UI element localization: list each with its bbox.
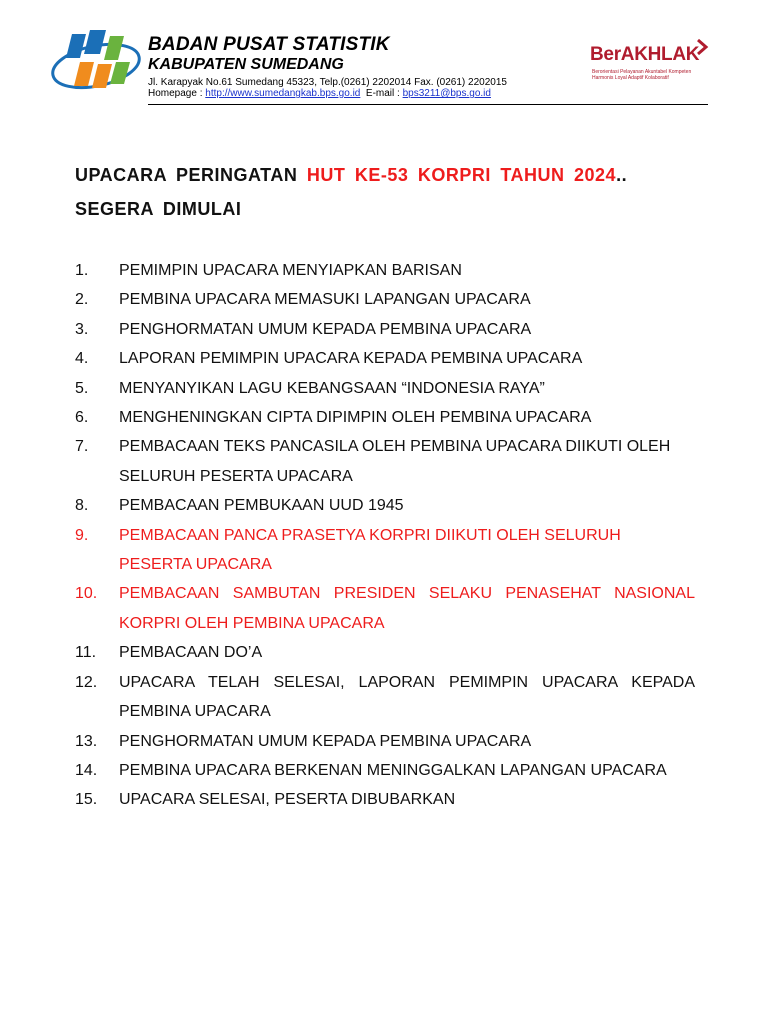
homepage-link[interactable]: http://www.sumedangkab.bps.go.id	[205, 88, 361, 99]
item-number: 10.	[75, 585, 98, 603]
org-address: Jl. Karapyak No.61 Sumedang 45323, Telp.(0261) 2202014 Fax. (0261) 2202015	[148, 77, 507, 88]
list-item	[75, 579, 695, 638]
list-item	[75, 756, 695, 785]
item-number: 14.	[75, 761, 98, 779]
item-number: 2.	[75, 291, 89, 309]
list-item	[75, 521, 695, 580]
item-number: 11.	[75, 644, 97, 662]
item-number: 7.	[75, 438, 89, 456]
item-number: 9.	[75, 526, 89, 544]
item-number: 1.	[75, 262, 89, 279]
berakhlak-wordmark	[590, 44, 699, 66]
page-title	[75, 158, 695, 226]
email-link[interactable]: bps3211@bps.go.id	[402, 88, 491, 99]
organization-block	[148, 34, 568, 99]
bps-logo-icon	[50, 26, 146, 98]
item-number: 8.	[75, 497, 89, 515]
letterhead	[50, 26, 710, 106]
item-text: PEMBACAAN PEMBUKAAN UUD 1945	[119, 497, 404, 515]
item-number: 6.	[75, 409, 89, 427]
item-text: UPACARA SELESAI, PESERTA DIBUBARKAN	[119, 791, 456, 809]
item-text: PEMBACAAN SAMBUTAN PRESIDEN SELAKU PENASEHAT NASIONAL KORPRI OLEH PEMBINA UPACARA	[119, 585, 695, 632]
item-text: PEMBACAAN TEKS PANCASILA OLEH PEMBINA UPACARA DIIKUTI OLEH SELURUH PESERTA UPACARA	[119, 438, 671, 485]
item-text: PEMBACAAN DO’A	[119, 644, 263, 662]
list-item	[75, 432, 695, 491]
list-item	[75, 403, 695, 432]
item-text: PENGHORMATAN UMUM KEPADA PEMBINA UPACARA	[119, 320, 532, 338]
list-item	[75, 344, 695, 373]
item-number: 15.	[75, 791, 98, 809]
agenda-list	[75, 256, 695, 815]
berakhlak-word: AKHLAK	[620, 44, 700, 65]
berakhlak-badge	[590, 38, 710, 88]
item-text: UPACARA TELAH SELESAI, LAPORAN PEMIMPIN UPACARA KEPADA PEMBINA UPACARA	[119, 673, 695, 721]
item-number: 5.	[75, 379, 89, 397]
list-item	[75, 638, 695, 667]
title-line-2: SEGERA DIMULAI	[75, 199, 242, 219]
list-item	[75, 785, 695, 814]
berakhlak-tagline: Berorientasi Pelayanan Akuntabel Kompeten Harmonis Loyal Adaptif Kolaboratif	[592, 69, 692, 81]
item-text: MENGHENINGKAN CIPTA DIPIMPIN OLEH PEMBINA UPACARA	[119, 409, 592, 427]
item-text: PEMBINA UPACARA BERKENAN MENINGGALKAN LAPANGAN UPACARA	[119, 761, 667, 779]
item-text: PEMBACAAN PANCA PRASETYA KORPRI DIIKUTI OLEH SELURUH PESERTA UPACARA	[119, 526, 621, 574]
list-item	[75, 315, 695, 344]
item-number: 12.	[75, 673, 98, 691]
item-text: PEMBINA UPACARA MEMASUKI LAPANGAN UPACARA	[119, 291, 531, 309]
item-text: LAPORAN PEMIMPIN UPACARA KEPADA PEMBINA UPACARA	[119, 350, 583, 368]
list-item	[75, 256, 695, 285]
email-label: E-mail :	[360, 88, 403, 99]
item-text: MENYANYIKAN LAGU KEBANGSAAN “INDONESIA RAYA”	[119, 379, 545, 397]
item-number: 3.	[75, 320, 89, 338]
title-part-2: ..	[616, 165, 628, 185]
item-text: PENGHORMATAN UMUM KEPADA PEMBINA UPACARA	[119, 732, 532, 750]
homepage-label: Homepage :	[148, 88, 206, 99]
list-item	[75, 285, 695, 314]
item-number: 13.	[75, 732, 98, 750]
list-item	[75, 727, 695, 756]
list-item	[75, 374, 695, 403]
header-divider	[148, 104, 708, 105]
item-text: PEMIMPIN UPACARA MENYIAPKAN BARISAN	[119, 262, 462, 279]
chevron-right-icon	[694, 38, 712, 56]
org-contact	[148, 88, 568, 99]
berakhlak-prefix: Ber	[590, 44, 621, 65]
org-name: BADAN PUSAT STATISTIK	[148, 34, 390, 55]
list-item	[75, 668, 695, 727]
title-highlight: HUT KE-53 KORPRI TAHUN 2024	[306, 165, 617, 185]
list-item	[75, 491, 695, 520]
org-subtitle: KABUPATEN SUMEDANG	[148, 56, 344, 73]
title-part-1: UPACARA PERINGATAN	[75, 165, 307, 185]
item-number: 4.	[75, 350, 89, 368]
